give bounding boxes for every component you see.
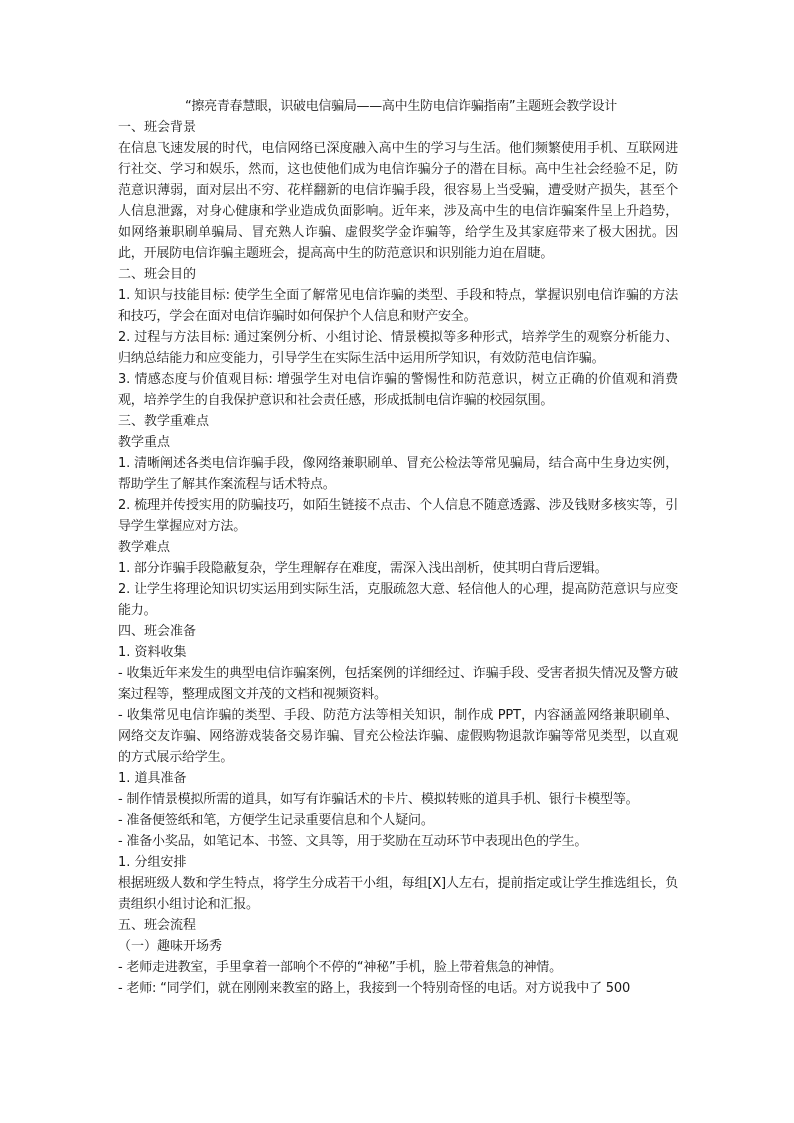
section-heading: 三、教学重难点 (118, 414, 210, 429)
document-title: “擦亮青春慧眼，识破电信骗局——高中生防电信诈骗指南”主题班会教学设计 (185, 99, 617, 114)
section-heading: 1. 资料收集 (118, 645, 187, 660)
paragraph: 1. 清晰阐述各类电信诈骗手段，像网络兼职刷单、冒充公检法等常见骗局，结合高中生身边实例，帮助学生了解其作案流程与话术特点。 (118, 456, 678, 492)
paragraph: 1. 知识与技能目标: 使学生全面了解常见电信诈骗的类型、手段和特点，掌握识别电信诈骗的方法和技巧，学会在面对电信诈骗时如何保护个人信息和财产安全。 (118, 288, 678, 324)
section-heading: 四、班会准备 (118, 624, 197, 639)
section-heading: 二、班会目的 (118, 267, 197, 282)
paragraph: 2. 过程与方法目标: 通过案例分析、小组讨论、情景模拟等多种形式，培养学生的观察分析能力、归纳总结能力和应变能力，引导学生在实际生活中运用所学知识，有效防范电信诈骗。 (118, 330, 678, 366)
paragraph: - 准备小奖品，如笔记本、书签、文具等，用于奖励在互动环节中表现出色的学生。 (118, 834, 588, 849)
paragraph: 2. 让学生将理论知识切实运用到实际生活，克服疏忽大意、轻信他人的心理，提高防范意识与应变能力。 (118, 582, 678, 618)
section-heading: 一、班会背景 (118, 120, 197, 135)
section-heading: 1. 分组安排 (118, 855, 187, 870)
section-heading: 教学重点 (118, 435, 171, 450)
paragraph: 1. 部分诈骗手段隐蔽复杂，学生理解存在难度，需深入浅出剖析，使其明白背后逻辑。 (118, 561, 608, 576)
document-page (118, 96, 678, 999)
paragraph: - 收集常见电信诈骗的类型、手段、防范方法等相关知识，制作成 PPT，内容涵盖网络兼职刷单、网络交友诈骗、网络游戏装备交易诈骗、冒充公检法诈骗、虚假购物退款诈骗等常见类型，以直观的方式展示给学生。 (118, 708, 678, 765)
document-body (118, 117, 678, 999)
paragraph: - 收集近年来发生的典型电信诈骗案例，包括案例的详细经过、诈骗手段、受害者损失情况及警方破案过程等，整理成图文并茂的文档和视频资料。 (118, 666, 678, 702)
paragraph: - 老师走进教室，手里拿着一部响个不停的“神秘”手机，脸上带着焦急的神情。 (118, 960, 562, 975)
section-heading: 五、班会流程 (118, 918, 197, 933)
paragraph: 根据班级人数和学生特点，将学生分成若干小组，每组[X]人左右，提前指定或让学生推选组长，负责组织小组讨论和汇报。 (118, 876, 678, 912)
paragraph: - 制作情景模拟所需的道具，如写有诈骗话术的卡片、模拟转账的道具手机、银行卡模型等。 (118, 792, 639, 807)
section-heading: 1. 道具准备 (118, 771, 187, 786)
paragraph: - 准备便签纸和笔，方便学生记录重要信息和个人疑问。 (118, 813, 434, 828)
section-heading: （一）趣味开场秀 (118, 939, 223, 954)
section-heading: 教学难点 (118, 540, 171, 555)
paragraph: 2. 梳理并传授实用的防骗技巧，如陌生链接不点击、个人信息不随意透露、涉及钱财多核实等，引导学生掌握应对方法。 (118, 498, 678, 534)
paragraph: 在信息飞速发展的时代，电信网络已深度融入高中生的学习与生活。他们频繁使用手机、互联网进行社交、学习和娱乐，然而，这也使他们成为电信诈骗分子的潜在目标。高中生社会经验不足，防范意识薄弱，面对层出不穷、花样翻新的电信诈骗手段，很容易上当受骗，遭受财产损失，甚至个人信息泄露，对身心健康和学业造成负面影响。近年来，涉及高中生的电信诈骗案件呈上升趋势，如网络兼职刷单骗局、冒充熟人诈骗、虚假奖学金诈骗等，给学生及其家庭带来了极大困扰。因此，开展防电信诈骗主题班会，提高高中生的防范意识和识别能力迫在眉睫。 (118, 141, 678, 261)
paragraph: 3. 情感态度与价值观目标: 增强学生对电信诈骗的警惕性和防范意识，树立正确的价值观和消费观，培养学生的自我保护意识和社会责任感，形成抵制电信诈骗的校园氛围。 (118, 372, 678, 408)
paragraph: - 老师: “同学们，就在刚刚来教室的路上，我接到一个特别奇怪的电话。对方说我中了 500 (118, 981, 631, 996)
